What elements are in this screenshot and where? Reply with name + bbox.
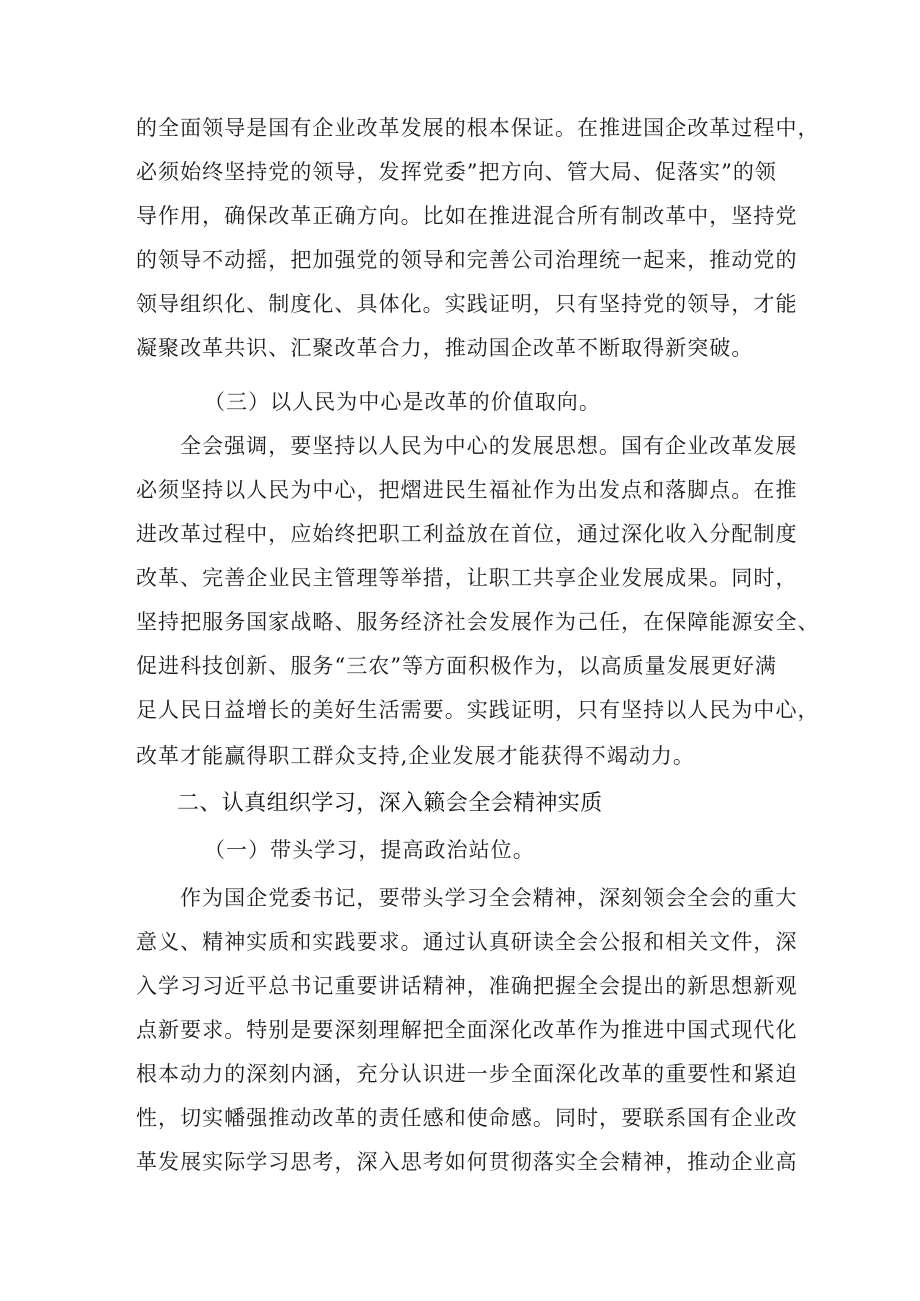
paragraph-line: 凝聚改革共识、汇聚改革合力，推动国企改革不断取得新突破。 — [136, 336, 754, 360]
paragraph-line: 必须始终坚持党的领导，发挥党委”把方向、管大局、促落实”的领 — [136, 160, 777, 184]
paragraph-line: 足人民日益增长的美好生活需要。实践证明，只有坚持以人民为中心， — [136, 698, 820, 722]
paragraph-line: 的全面领导是国有企业改革发展的根本保证。在推进国企改革过程中， — [136, 116, 820, 140]
paragraph-line: 性，切实幡强推动改革的责任感和使命感。同时，要联系国有企业改 — [136, 1106, 798, 1130]
paragraph-line: 改革才能赢得职工群众支持,企业发展才能获得不竭动力。 — [136, 744, 695, 768]
paragraph-line: 意义、精神实质和实践要求。通过认真研读全会公报和相关文件，深 — [136, 930, 798, 954]
paragraph-line: 点新要求。特别是要深刻理解把全面深化改革作为推进中国式现代化 — [136, 1018, 798, 1042]
paragraph-line: 导作用，确保改革正确方向。比如在推进混合所有制改革中，坚持党 — [136, 204, 798, 228]
paragraph-line: 入学习习近平总书记重要讲话精神，准确把握全会提出的新思想新观 — [136, 974, 798, 998]
paragraph-line: 的领导不动摇，把加强党的领导和完善公司治理统一起来，推动党的 — [136, 248, 798, 272]
paragraph-line: 作为国企党委书记，要带头学习全会精神，深刻领会全会的重大 — [180, 886, 798, 910]
subheading-three: （三）以人民为中心是改革的价值取向。 — [204, 390, 601, 414]
paragraph-line: 促进科技创新、服务“三农”等方面积极作为，以高质量发展更好满 — [136, 654, 777, 678]
paragraph-line: 革发展实际学习思考，深入思考如何贯彻落实全会精神，推动企业高 — [136, 1150, 798, 1174]
paragraph-line: 必须坚持以人民为中心，把熠进民生福祉作为出发点和落脚点。在推 — [136, 478, 798, 502]
paragraph-line: 领导组织化、制度化、具体化。实践证明，只有坚持党的领导，才能 — [136, 292, 798, 316]
section-heading-two: 二、认真组织学习，深入籁会全会精神实质 — [177, 791, 603, 816]
subheading-one: （一）带头学习，提高政治站位。 — [204, 838, 535, 862]
paragraph-line: 根本动力的深刻内涵，充分认识进一步全面深化改革的重要性和紧迫 — [136, 1062, 798, 1086]
paragraph-line: 坚持把服务国家战略、服务经济社会发展作为己任，在保障能源安全、 — [136, 610, 820, 634]
paragraph-line: 全会强调，要坚持以人民为中心的发展思想。国有企业改革发展 — [180, 434, 798, 458]
paragraph-line: 改革、完善企业民主管理等举措，让职工共享企业发展成果。同时， — [136, 566, 798, 590]
paragraph-line: 进改革过程中，应始终把职工利益放在首位，通过深化收入分配制度 — [136, 522, 798, 546]
